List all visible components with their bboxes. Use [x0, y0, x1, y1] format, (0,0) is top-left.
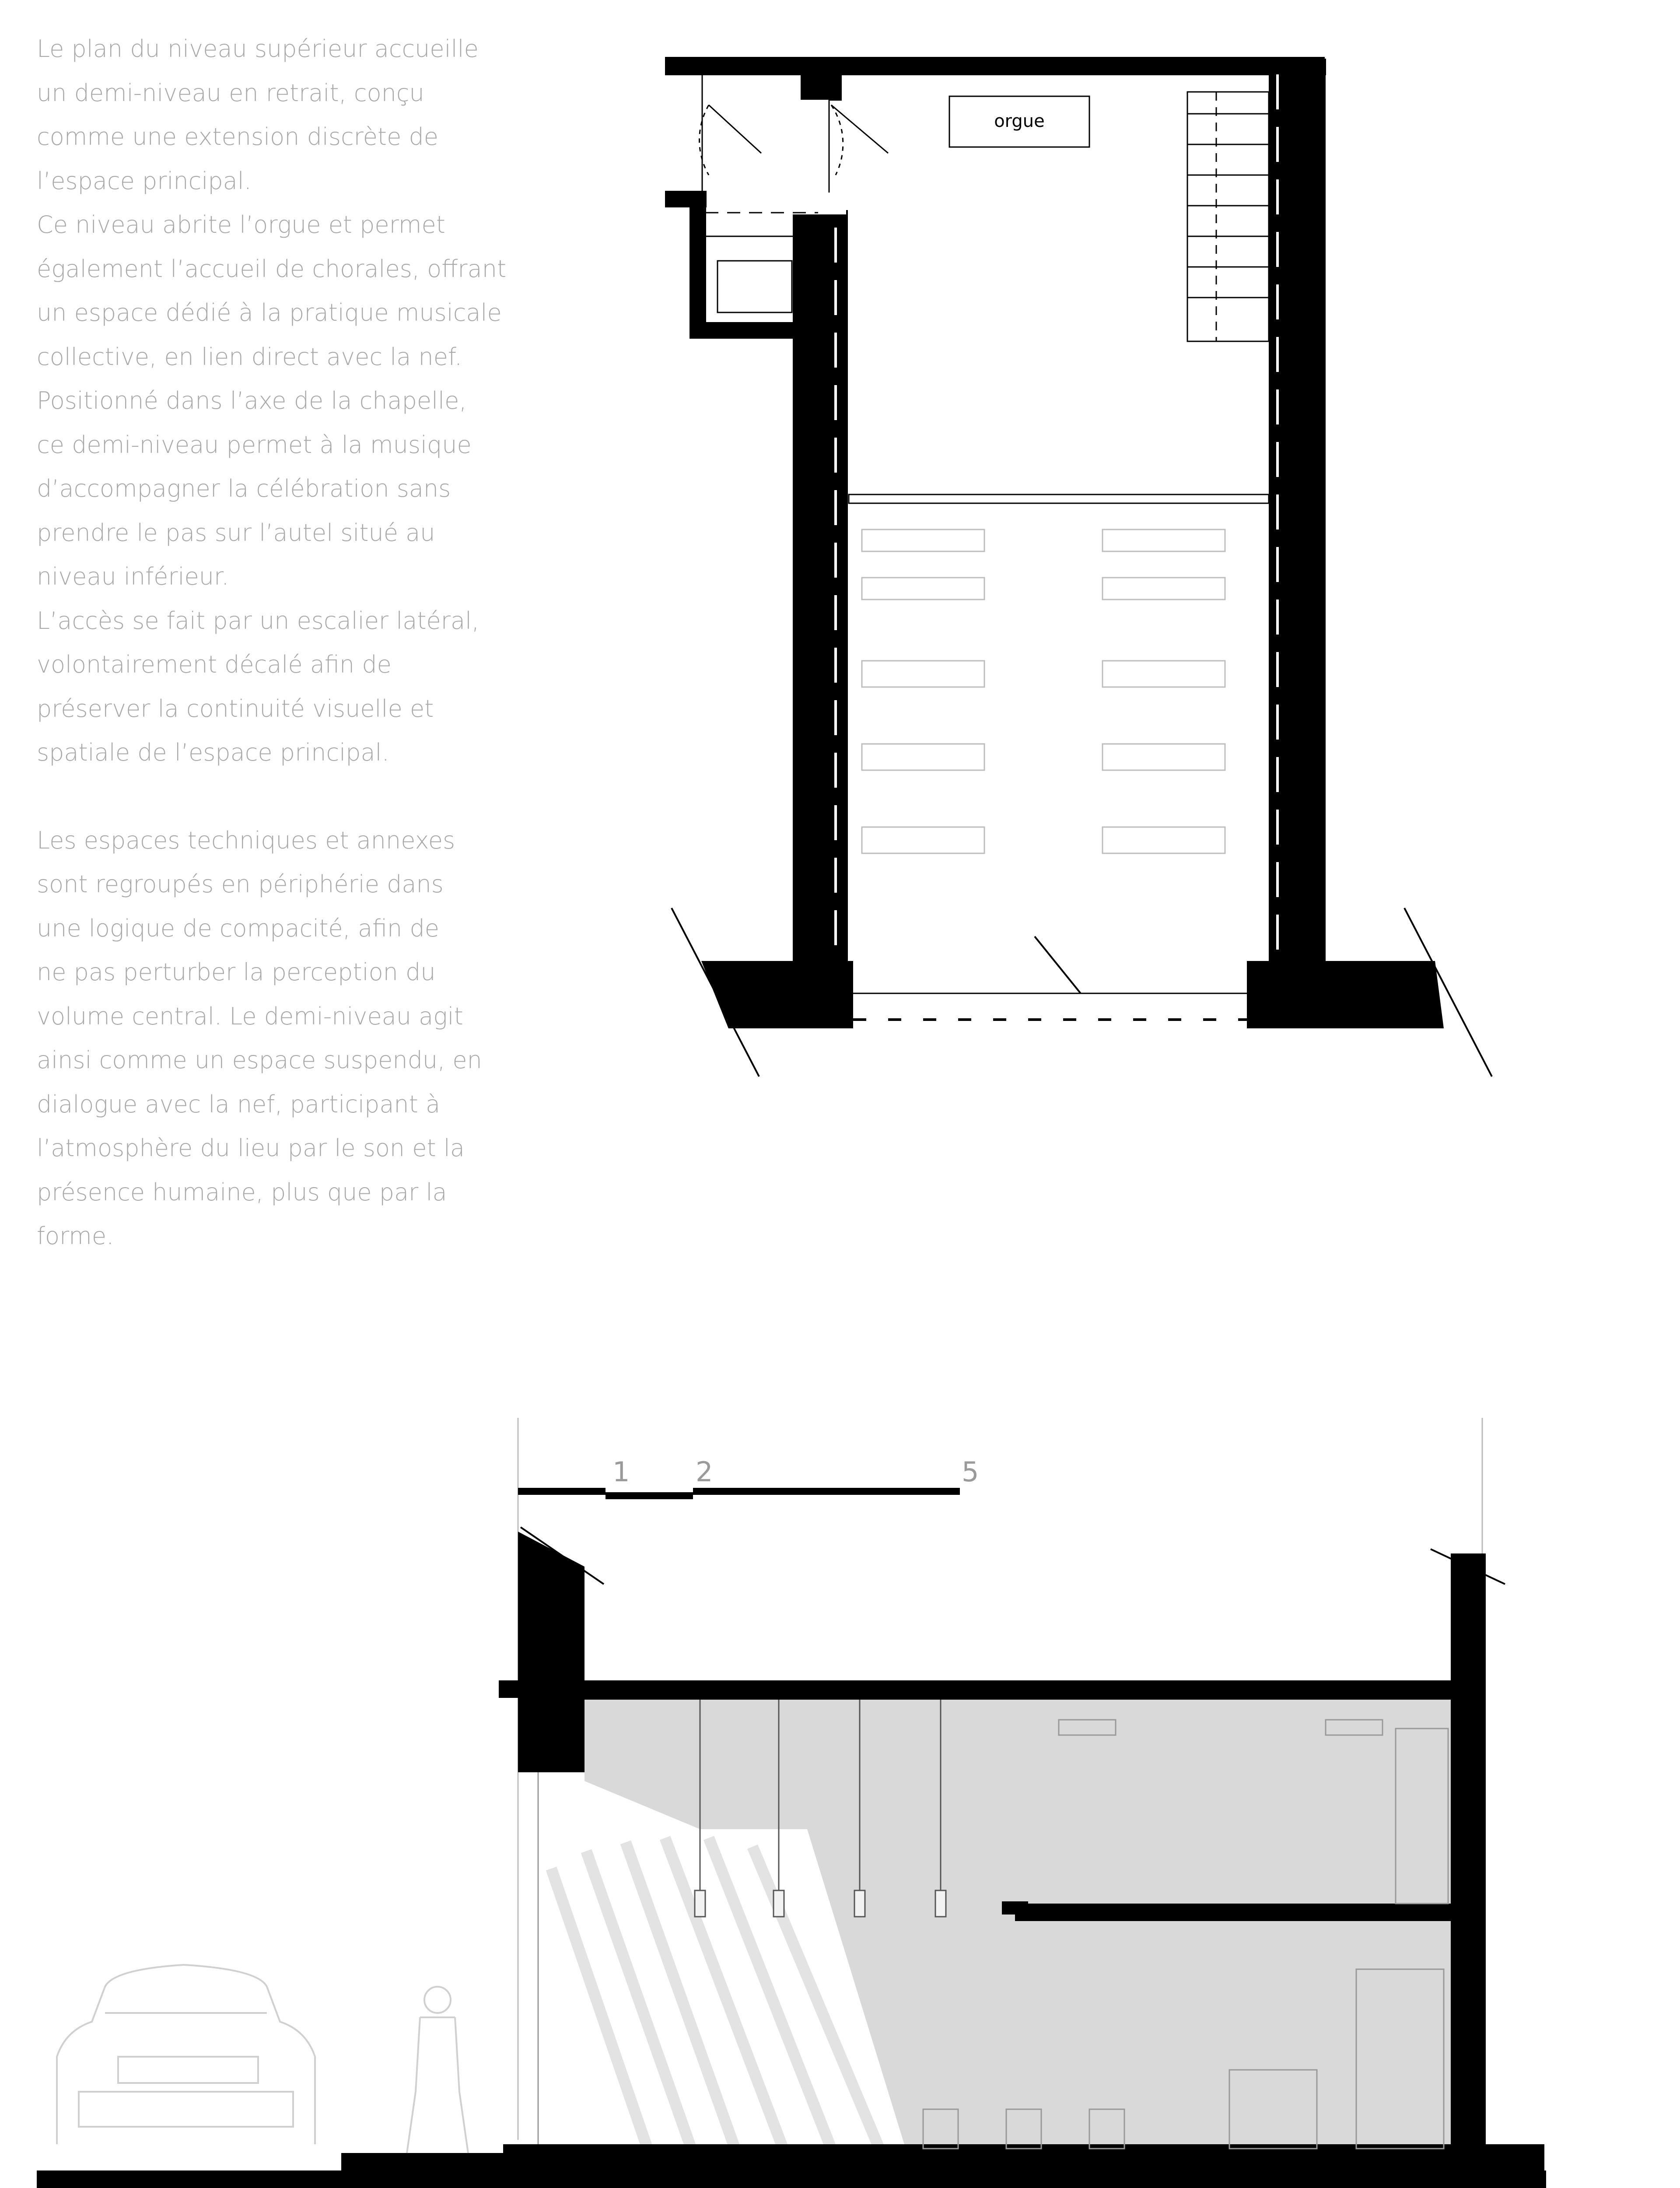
text-line: ainsi comme un espace suspendu, en [37, 1046, 482, 1074]
car-outline [57, 1965, 315, 2144]
scale-label-5: 5 [962, 1456, 979, 1488]
text-line: préserver la continuité visuelle et [37, 694, 434, 722]
person-outline [407, 1987, 468, 2153]
text-line: sont regroupés en périphérie dans [37, 870, 444, 898]
upper-level-floor-plan [665, 53, 1518, 1094]
text-line: dialogue avec la nef, participant à [37, 1090, 441, 1118]
building-section [26, 1413, 1575, 2188]
text-line: Positionné dans l’axe de la chapelle, [37, 387, 467, 414]
description-text [37, 27, 527, 1259]
text-line: d’accompagner la célébration sans [37, 475, 451, 502]
text-line: Les espaces techniques et annexes [37, 826, 455, 854]
text-line: ne pas perturber la perception du [37, 958, 436, 986]
text-line: ce demi-niveau permet à la musique [37, 431, 472, 459]
text-line: spatiale de l’espace principal. [37, 739, 389, 766]
text-line: présence humaine, plus que par la [37, 1178, 447, 1206]
paragraph-2 [37, 819, 527, 1259]
text-line: volontairement décalé afin de [37, 651, 392, 678]
text-line: l’espace principal. [37, 167, 252, 195]
pews [862, 529, 1225, 853]
text-line: volume central. Le demi-niveau agit [37, 1002, 463, 1030]
side-stair [1187, 92, 1269, 341]
paragraph-1 [37, 27, 527, 775]
text-line: collective, en lien direct avec la nef. [37, 343, 462, 371]
scale-bar [518, 1456, 979, 1499]
scale-label-2: 2 [696, 1456, 713, 1488]
text-line: une logique de compacité, afin de [37, 914, 439, 942]
plan-walls [665, 59, 1444, 1028]
text-line: L’accès se fait par un escalier latéral, [37, 607, 480, 635]
scale-label-1: 1 [612, 1456, 630, 1488]
mezzanine-edge [849, 494, 1269, 503]
text-line: l’atmosphère du lieu par le son et la [37, 1134, 465, 1162]
text-line: niveau inférieur. [37, 563, 229, 590]
text-line: Ce niveau abrite l’orgue et permet [37, 211, 445, 238]
text-line: prendre le pas sur l’autel situé au [37, 519, 435, 547]
paragraph-gap [37, 775, 527, 819]
text-line: également l’accueil de chorales, offrant [37, 255, 507, 283]
organ-label: orgue [994, 111, 1045, 131]
text-line: forme. [37, 1222, 114, 1250]
text-line: comme une extension discrète de [37, 123, 438, 151]
text-line: un espace dédié à la pratique musicale [37, 299, 502, 326]
plan-doors [700, 74, 888, 193]
text-line: un demi-niveau en retrait, conçu [37, 79, 424, 107]
text-line: Le plan du niveau supérieur accueille [37, 35, 479, 63]
